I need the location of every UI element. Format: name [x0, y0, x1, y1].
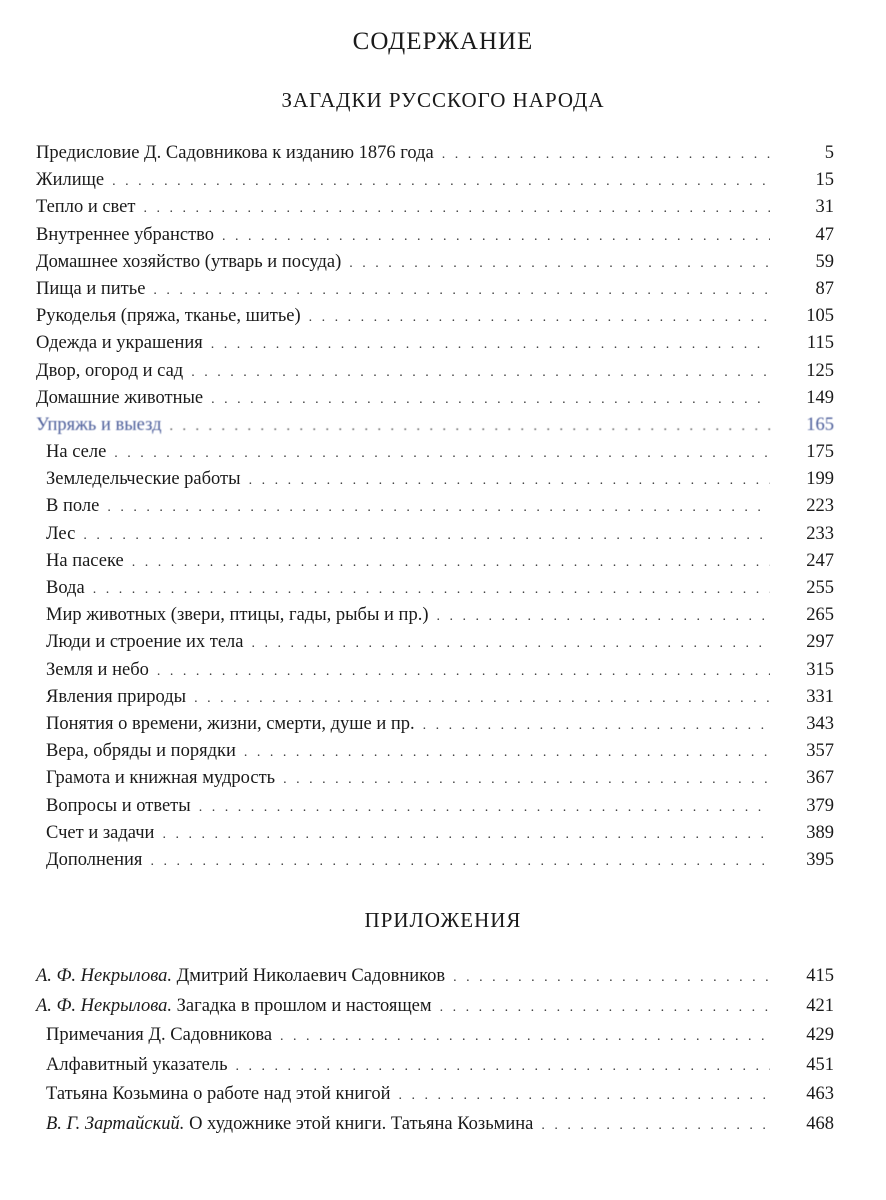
- toc-entry[interactable]: [36, 847, 834, 874]
- toc-entry[interactable]: [36, 493, 834, 520]
- toc-entry-page-number: 421: [806, 995, 834, 1016]
- toc-entry-title: [36, 1021, 272, 1051]
- toc-entry[interactable]: [36, 385, 834, 412]
- toc-entry-text: Одежда и украшения: [36, 333, 203, 354]
- toc-entry-text: О художнике этой книги. Татьяна Козьмина: [189, 1113, 534, 1134]
- dot-leader: [157, 658, 770, 685]
- section-title-appendices: ПРИЛОЖЕНИЯ: [364, 908, 522, 932]
- toc-entry-text: Внутреннее убранство: [36, 224, 215, 245]
- toc-entry-page-number: 175: [806, 442, 834, 463]
- toc-entry-author: А. Ф. Некрылова.: [36, 995, 173, 1016]
- toc-entry-page-number: 429: [806, 1025, 834, 1046]
- dot-leader: [541, 1111, 770, 1141]
- dot-leader: [153, 277, 770, 304]
- toc-entry-text: На селе: [46, 442, 107, 463]
- toc-entry[interactable]: [36, 303, 834, 330]
- toc-entry-title: [36, 684, 186, 711]
- toc-entry[interactable]: [36, 962, 834, 992]
- dot-leader: [442, 141, 770, 168]
- toc-entry-page-number: 247: [806, 550, 834, 571]
- dot-leader: [249, 467, 770, 494]
- toc-entry-page-number: 451: [806, 1054, 834, 1075]
- toc-entry-page-number: 379: [806, 795, 834, 816]
- toc-entry-title: [36, 992, 432, 1022]
- toc-entry-title: [36, 194, 135, 221]
- toc-entry-page-number: 463: [806, 1084, 834, 1105]
- toc-entry-author: В. Г. Зартайский.: [46, 1113, 185, 1134]
- dot-leader: [440, 993, 770, 1023]
- toc-entry-title: [36, 303, 301, 330]
- toc-entry-text: Дополнения: [46, 849, 143, 870]
- dot-leader: [211, 331, 770, 358]
- toc-entry[interactable]: [36, 222, 834, 249]
- toc-entry-text: Домашнее хозяйство (утварь и посуда): [36, 251, 342, 272]
- toc-entry[interactable]: [36, 548, 834, 575]
- toc-entry-text: На пасеке: [46, 550, 124, 571]
- toc-entry-text: Загадка в прошлом и настоящем: [176, 995, 432, 1016]
- toc-entry-title: [36, 439, 106, 466]
- toc-entry-title: [36, 276, 145, 303]
- toc-entry-text: Счет и задачи: [46, 822, 155, 843]
- toc-entry-title: [36, 793, 191, 820]
- toc-entry-text: Земля и небо: [46, 659, 149, 680]
- toc-entry-title: [36, 820, 154, 847]
- dot-leader: [423, 712, 770, 739]
- toc-entry-title: [36, 711, 415, 738]
- toc-entry-page-number: 331: [806, 686, 834, 707]
- toc-entry[interactable]: [36, 1080, 834, 1110]
- dot-leader: [244, 739, 770, 766]
- toc-entry-page-number: 315: [806, 659, 834, 680]
- toc-list-riddles: [36, 140, 834, 874]
- toc-entry[interactable]: [36, 657, 834, 684]
- dot-leader: [114, 440, 770, 467]
- toc-entry-page-number: 415: [806, 966, 834, 986]
- toc-entry-page-number: 47: [815, 224, 834, 245]
- toc-entry-author: А. Ф. Некрылова.: [36, 966, 173, 986]
- toc-entry-title: [36, 738, 236, 765]
- dot-leader: [309, 304, 770, 331]
- toc-entry-page-number: 297: [806, 632, 834, 653]
- dot-leader: [132, 549, 770, 576]
- toc-entry-page-number: 165: [806, 414, 834, 435]
- toc-entry-title: [36, 493, 99, 520]
- dot-leader: [107, 494, 770, 521]
- dot-leader: [280, 1022, 770, 1052]
- toc-entry-title: [36, 412, 162, 439]
- toc-entry-page-number: 357: [806, 741, 834, 762]
- toc-entry-page-number: 233: [806, 523, 834, 544]
- toc-list-appendices: [36, 962, 834, 1140]
- toc-entry-page-number: 5: [824, 143, 834, 163]
- toc-entry[interactable]: [36, 330, 834, 357]
- toc-entry-text: Грамота и книжная мудрость: [46, 768, 276, 789]
- toc-entry[interactable]: [36, 575, 834, 602]
- toc-entry-title: [36, 358, 183, 385]
- toc-entry-title: [36, 167, 104, 194]
- toc-entry-title: [36, 657, 149, 684]
- toc-entry[interactable]: [36, 1110, 834, 1140]
- toc-entry[interactable]: [36, 249, 834, 276]
- toc-entry-title: [36, 765, 275, 792]
- toc-entry-page-number: 15: [815, 170, 834, 191]
- toc-entry-text: Вопросы и ответы: [46, 795, 191, 816]
- dot-leader: [283, 766, 770, 793]
- dot-leader: [170, 413, 771, 440]
- toc-entry[interactable]: [36, 992, 834, 1022]
- toc-entry-title: [36, 1080, 391, 1110]
- toc-entry[interactable]: [36, 439, 834, 466]
- toc-entry-page-number: 59: [815, 251, 834, 272]
- toc-entry-text: Явления природы: [46, 686, 187, 707]
- toc-entry[interactable]: [36, 820, 834, 847]
- dot-leader: [399, 1081, 770, 1111]
- toc-entry-page-number: 468: [806, 1113, 834, 1134]
- toc-entry[interactable]: [36, 765, 834, 792]
- toc-entry-text: Упряжь и выезд: [36, 414, 162, 435]
- dot-leader: [252, 630, 770, 657]
- toc-entry-text: Примечания Д. Садовникова: [46, 1025, 273, 1046]
- dot-leader: [194, 685, 770, 712]
- dot-leader: [211, 386, 770, 413]
- toc-entry[interactable]: [36, 738, 834, 765]
- toc-entry-text: Предисловие Д. Садовникова к изданию 1876 года: [36, 143, 434, 163]
- toc-entry[interactable]: [36, 521, 834, 548]
- toc-entry-text: Вода: [46, 578, 85, 598]
- toc-entry[interactable]: [36, 194, 834, 221]
- toc-entry-title: [36, 140, 434, 167]
- toc-entry-text: Домашние животные: [36, 387, 204, 408]
- page-title: СОДЕРЖАНИЕ: [352, 28, 534, 55]
- toc-entry-text: Земледельческие работы: [46, 469, 241, 490]
- toc-entry-text: Двор, огород и сад: [36, 360, 184, 381]
- toc-entry-title: [36, 548, 124, 575]
- toc-entry-page-number: 149: [806, 387, 834, 408]
- toc-entry-text: Жилище: [36, 170, 105, 191]
- toc-entry-text: Татьяна Козьмина о работе над этой книгой: [46, 1084, 391, 1105]
- toc-entry-title: [36, 466, 241, 493]
- toc-entry-page-number: 199: [806, 469, 834, 490]
- toc-entry-text: Пища и питье: [36, 278, 146, 299]
- toc-entry-title: [36, 521, 75, 548]
- toc-entry-title: [36, 1051, 228, 1081]
- toc-entry-text: Рукоделья (пряжа, тканье, шитье): [36, 306, 301, 327]
- dot-leader: [83, 522, 770, 549]
- dot-leader: [349, 250, 770, 277]
- toc-entry-page-number: 255: [806, 578, 834, 598]
- toc-entry[interactable]: [36, 167, 834, 194]
- toc-entry[interactable]: [36, 358, 834, 385]
- dot-leader: [93, 576, 770, 603]
- toc-entry-text: Алфавитный указатель: [46, 1054, 228, 1075]
- toc-entry[interactable]: [36, 711, 834, 738]
- toc-entry[interactable]: [36, 466, 834, 493]
- toc-entry[interactable]: [36, 1021, 834, 1051]
- toc-entry[interactable]: [36, 602, 834, 629]
- toc-entry-page-number: 87: [815, 278, 834, 299]
- dot-leader: [236, 1052, 770, 1082]
- dot-leader: [222, 223, 770, 250]
- toc-entry-page-number: 343: [806, 713, 834, 734]
- toc-entry[interactable]: [36, 140, 834, 167]
- toc-entry-title: [36, 575, 85, 602]
- toc-entry-text: Понятия о времени, жизни, смерти, душе и пр.: [46, 713, 415, 734]
- toc-entry-page-number: 395: [806, 849, 834, 870]
- toc-entry-title: [36, 330, 203, 357]
- toc-entry-title: [36, 629, 244, 656]
- toc-entry-text: Мир животных (звери, птицы, гады, рыбы и пр.): [46, 605, 429, 626]
- dot-leader: [199, 794, 770, 821]
- dot-leader: [191, 359, 770, 386]
- dot-leader: [112, 168, 770, 195]
- toc-entry[interactable]: [36, 412, 834, 439]
- dot-leader: [453, 963, 770, 993]
- toc-entry-page-number: 389: [806, 822, 834, 843]
- toc-entry-title: [36, 962, 445, 992]
- toc-entry-title: [36, 1110, 533, 1140]
- toc-entry-title: [36, 249, 341, 276]
- dot-leader: [150, 848, 770, 875]
- toc-entry-text: Вера, обряды и порядки: [46, 741, 236, 762]
- toc-entry-page-number: 125: [806, 360, 834, 381]
- toc-entry-page-number: 265: [806, 605, 834, 626]
- toc-entry[interactable]: [36, 629, 834, 656]
- toc-entry-text: Лес: [46, 523, 76, 544]
- toc-entry-page-number: 115: [806, 333, 834, 354]
- toc-entry[interactable]: [36, 793, 834, 820]
- toc-entry-text: Люди и строение их тела: [46, 632, 244, 653]
- toc-entry[interactable]: [36, 1051, 834, 1081]
- toc-entry-page-number: 105: [806, 306, 834, 327]
- toc-entry-title: [36, 847, 142, 874]
- toc-entry-text: В поле: [46, 496, 100, 517]
- toc-entry[interactable]: [36, 684, 834, 711]
- toc-entry-title: [36, 222, 214, 249]
- toc-entry-page-number: 223: [806, 496, 834, 517]
- toc-entry-text: Тепло и свет: [36, 197, 136, 218]
- section-title-riddles: ЗАГАДКИ РУССКОГО НАРОДА: [281, 88, 605, 112]
- dot-leader: [162, 821, 770, 848]
- dot-leader: [436, 603, 770, 630]
- toc-entry-page-number: 367: [806, 768, 834, 789]
- toc-entry-title: [36, 602, 428, 629]
- toc-entry-text: Дмитрий Николаевич Садовников: [176, 966, 446, 986]
- toc-entry-page-number: 31: [815, 197, 834, 218]
- toc-entry[interactable]: [36, 276, 834, 303]
- dot-leader: [143, 195, 770, 222]
- toc-entry-title: [36, 385, 203, 412]
